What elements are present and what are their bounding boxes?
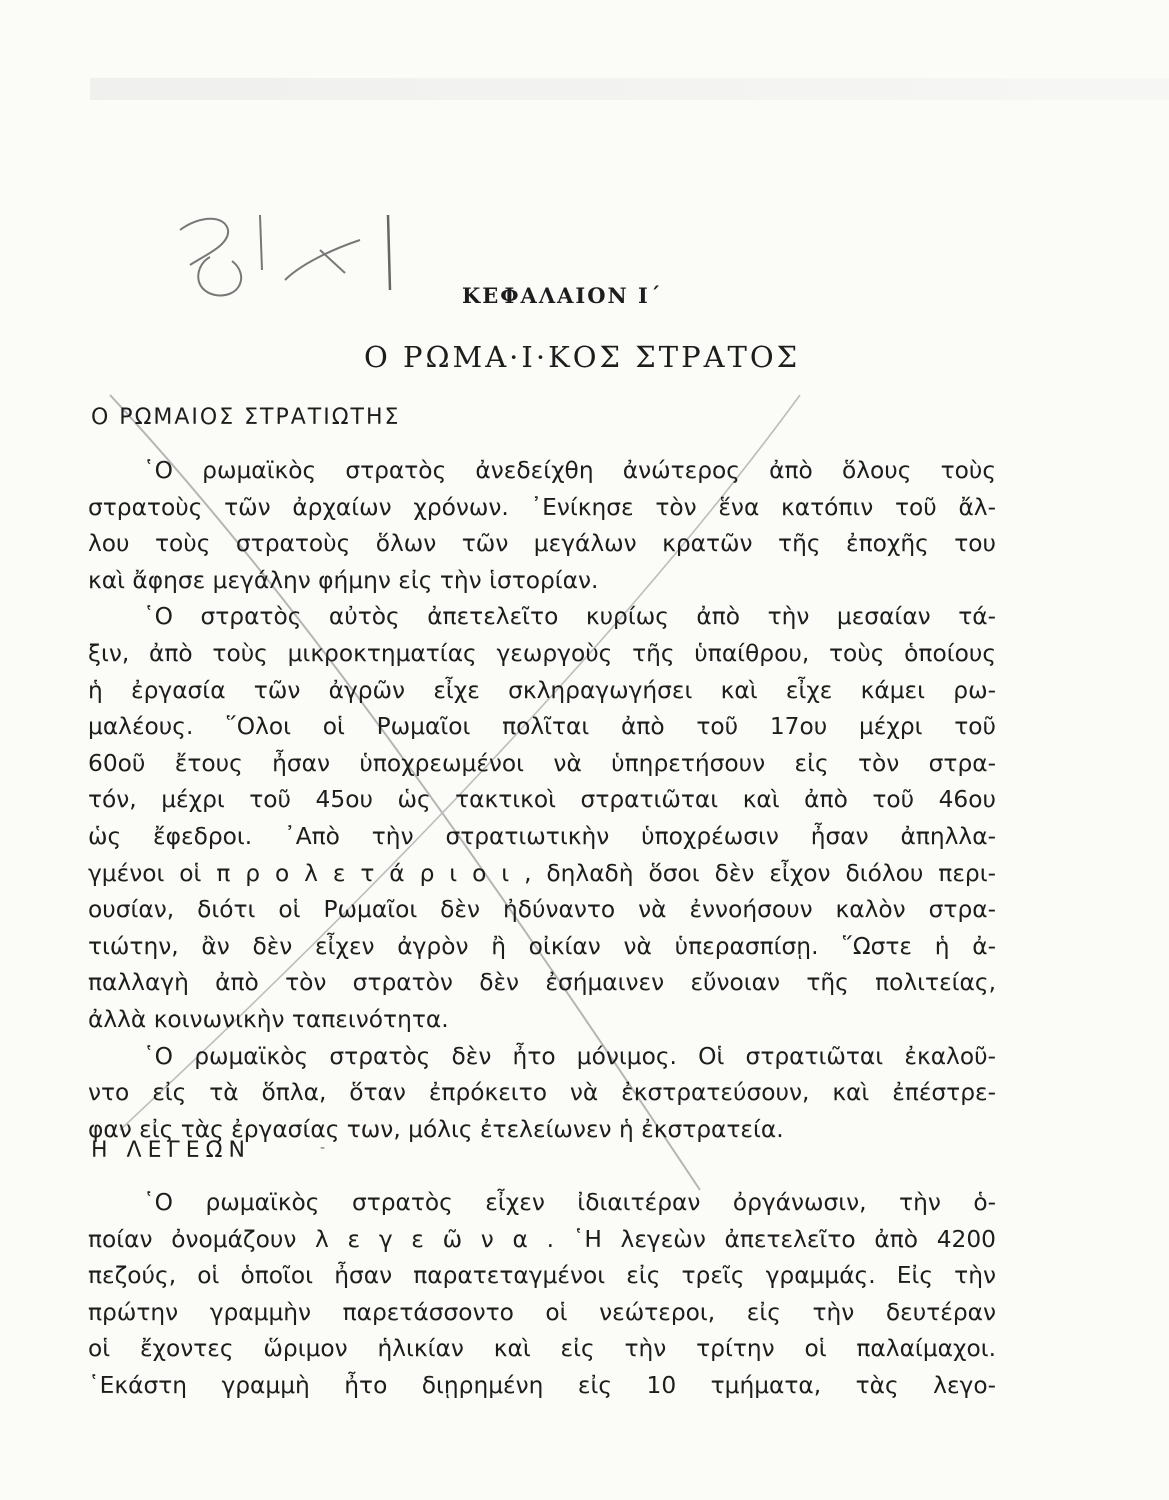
text-line: τιώτην, ἂν δὲν εἶχεν ἀγρὸν ἢ οἰκίαν νὰ ὑπερασπίσῃ. ῞Ωστε ἡ ἀ- bbox=[88, 932, 996, 960]
text-line: γμένοι οἱ π ρ ο λ ε τ ά ρ ι ο ι , δηλαδὴ ὅσοι δὲν εἶχον διόλου περι- bbox=[88, 859, 996, 887]
section-heading-roman-soldier: Ο ΡΩΜΑΙΟΣ ΣΤΡΑΤΙΩΤΗΣ bbox=[91, 405, 401, 430]
body-text-roman-soldier bbox=[88, 453, 996, 1148]
text-line: παλλαγὴ ἀπὸ τὸν στρατὸν δὲν ἐσήμαινεν εὔνοιαν τῆς πολιτείας, bbox=[88, 969, 996, 997]
text-line: στρατοὺς τῶν ἀρχαίων χρόνων. ᾿Ενίκησε τὸν ἕνα κατόπιν τοῦ ἄλ- bbox=[88, 493, 996, 521]
text-line: ποίαν ὀνομάζουν λ ε γ ε ῶ ν α . ῾Η λεγεὼν ἀπετελεῖτο ἀπὸ 4200 bbox=[88, 1225, 996, 1253]
text-line: ῾Εκάστη γραμμὴ ἦτο διῃρημένη εἰς 10 τμήματα, τὰς λεγο- bbox=[88, 1371, 996, 1399]
body-text-legion bbox=[88, 1185, 996, 1405]
chapter-title: Ο ΡΩΜΑ·Ι·ΚΟΣ ΣΤΡΑΤΟΣ bbox=[364, 340, 801, 374]
text-line: ῾Ο ρωμαϊκὸς στρατὸς δὲν ἦτο μόνιμος. Οἱ στρατιῶται ἐκαλοῦ- bbox=[143, 1042, 996, 1070]
text-line: καὶ ἄφησε μεγάλην φήμην εἰς τὴν ἱστορίαν. bbox=[88, 566, 599, 594]
text-line: ῾Ο στρατὸς αὐτὸς ἀπετελεῖτο κυρίως ἀπὸ τὴν μεσαίαν τά- bbox=[143, 603, 996, 631]
section-heading-legion: Η ΛΕΓΕΩΝ bbox=[91, 1138, 251, 1163]
text-line: ῾Ο ρωμαϊκὸς στρατὸς εἶχεν ἰδιαιτέραν ὀργάνωσιν, τὴν ὁ- bbox=[143, 1189, 996, 1216]
text-line: ξιν, ἀπὸ τοὺς μικροκτηματίας γεωργοὺς τῆς ὑπαίθρου, τοὺς ὁποίους bbox=[88, 639, 996, 667]
stray-mark: - bbox=[320, 1140, 326, 1156]
text-line: 60οῦ ἔτους ἦσαν ὑποχρεωμένοι νὰ ὑπηρετήσουν εἰς τὸν στρα- bbox=[88, 749, 996, 777]
text-line: ουσίαν, διότι οἱ Ρωμαῖοι δὲν ἠδύναντο νὰ ἐννοήσουν καλὸν στρα- bbox=[88, 896, 996, 924]
text-line: ντο εἰς τὰ ὅπλα, ὅταν ἐπρόκειτο νὰ ἐκστρατεύσουν, καὶ ἐπέστρε- bbox=[88, 1079, 996, 1107]
chapter-label: ΚΕΦΑΛΑΙΟΝ Ι΄ bbox=[462, 283, 663, 308]
text-line: ῾Ο ρωμαϊκὸς στρατὸς ἀνεδείχθη ἀνώτερος ἀπὸ ὅλους τοὺς bbox=[143, 457, 996, 484]
text-line: πεζούς, οἱ ὁποῖοι ἦσαν παρατεταγμένοι εἰς τρεῖς γραμμάς. Εἰς τὴν bbox=[88, 1262, 996, 1290]
text-line: ἡ ἐργασία τῶν ἀγρῶν εἶχε σκληραγωγήσει καὶ εἶχε κάμει ρω- bbox=[88, 676, 996, 704]
text-line: μαλέους. ῞Ολοι οἱ Ρωμαῖοι πολῖται ἀπὸ τοῦ 17ου μέχρι τοῦ bbox=[88, 713, 996, 741]
text-line: ἀλλὰ κοινωνικὴν ταπεινότητα. bbox=[88, 1005, 449, 1033]
text-line: ὡς ἔφεδροι. ᾿Απὸ τὴν στρατιωτικὴν ὑποχρέωσιν ἦσαν ἀπηλλα- bbox=[88, 822, 996, 850]
text-line: πρώτην γραμμὴν παρετάσσοντο οἱ νεώτεροι, εἰς τὴν δευτέραν bbox=[88, 1298, 996, 1326]
text-line: τόν, μέχρι τοῦ 45ου ὡς τακτικοὶ στρατιῶται καὶ ἀπὸ τοῦ 46ου bbox=[88, 786, 996, 814]
text-line: λου τοὺς στρατοὺς ὅλων τῶν μεγάλων κρατῶν τῆς ἐποχῆς του bbox=[88, 530, 996, 558]
text-line: οἱ ἔχοντες ὥριμον ἡλικίαν καὶ εἰς τὴν τρίτην οἱ παλαίμαχοι. bbox=[88, 1335, 996, 1363]
text-line: φαν εἰς τὰς ἐργασίας των, μόλις ἐτελείωνεν ἡ ἐκστρατεία. bbox=[88, 1115, 784, 1143]
